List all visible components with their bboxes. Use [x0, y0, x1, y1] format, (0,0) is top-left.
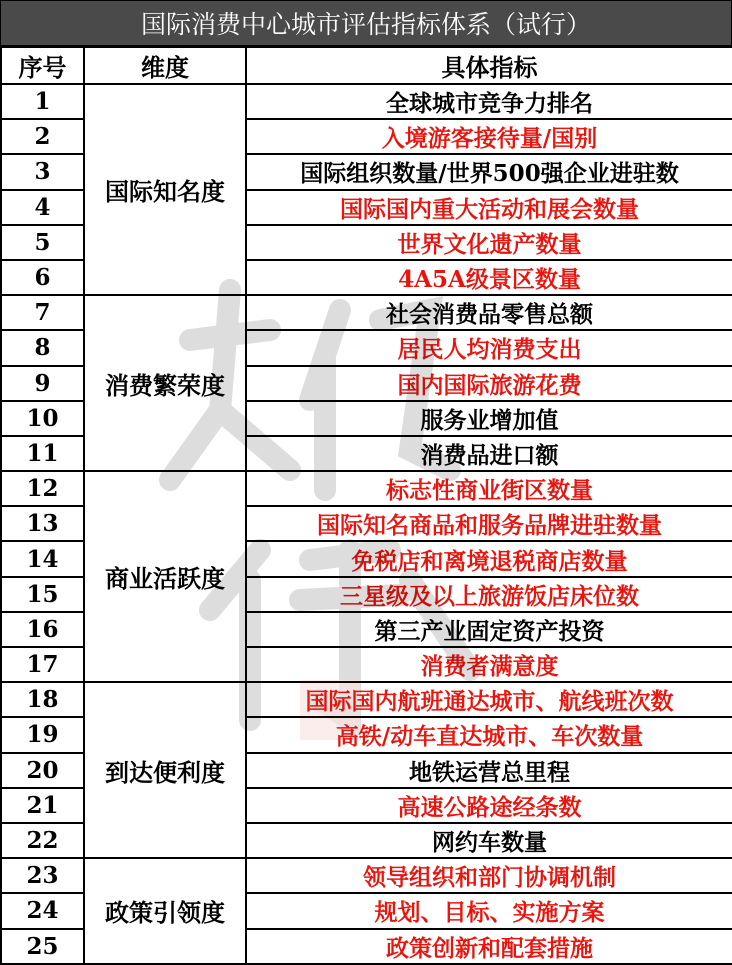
- row-number: 9: [1, 366, 84, 401]
- table-row: [1, 84, 732, 119]
- indicator-cell: 免税店和离境退税商店数量: [246, 541, 732, 576]
- row-number: 15: [1, 577, 84, 612]
- indicator-cell: 三星级及以上旅游饭店床位数: [246, 577, 732, 612]
- dimension-cell: 到达便利度: [84, 682, 246, 858]
- row-number: 8: [1, 330, 84, 365]
- row-number: 12: [1, 471, 84, 506]
- indicator-cell: 政策创新和配套措施: [246, 929, 732, 964]
- indicator-cell: 国际国内航班通达城市、航线班次数: [246, 682, 732, 717]
- indicator-cell: 消费品进口额: [246, 436, 732, 471]
- row-number: 4: [1, 190, 84, 225]
- row-number: 10: [1, 401, 84, 436]
- row-number: 11: [1, 436, 84, 471]
- indicator-cell: 服务业增加值: [246, 401, 732, 436]
- table-row: [1, 682, 732, 717]
- row-number: 1: [1, 84, 84, 119]
- indicator-cell: 标志性商业街区数量: [246, 471, 732, 506]
- row-number: 3: [1, 154, 84, 189]
- indicator-cell: 全球城市竞争力排名: [246, 84, 732, 119]
- indicator-cell: 国际国内重大活动和展会数量: [246, 190, 732, 225]
- row-number: 14: [1, 541, 84, 576]
- row-number: 16: [1, 612, 84, 647]
- row-number: 25: [1, 929, 84, 964]
- table-row: [1, 471, 732, 506]
- table-body: [1, 84, 732, 964]
- header-dimension: 维度: [84, 47, 246, 84]
- row-number: 23: [1, 858, 84, 893]
- dimension-cell: 消费繁荣度: [84, 295, 246, 471]
- dimension-cell: 国际知名度: [84, 84, 246, 295]
- indicator-cell: 入境游客接待量/国别: [246, 119, 732, 154]
- row-number: 5: [1, 225, 84, 260]
- indicator-cell: 领导组织和部门协调机制: [246, 858, 732, 893]
- header-row: [1, 47, 732, 84]
- indicator-cell: 消费者满意度: [246, 647, 732, 682]
- indicator-cell: 国内国际旅游花费: [246, 366, 732, 401]
- header-index: 序号: [1, 47, 84, 84]
- indicator-cell: 地铁运营总里程: [246, 753, 732, 788]
- table-row: [1, 295, 732, 330]
- indicator-cell: 国际知名商品和服务品牌进驻数量: [246, 506, 732, 541]
- dimension-cell: 商业活跃度: [84, 471, 246, 682]
- indicator-cell: 世界文化遗产数量: [246, 225, 732, 260]
- indicator-cell: 高铁/动车直达城市、车次数量: [246, 717, 732, 752]
- indicator-cell: 国际组织数量/世界500强企业进驻数: [246, 154, 732, 189]
- indicator-cell: 高速公路途经条数: [246, 788, 732, 823]
- row-number: 2: [1, 119, 84, 154]
- indicator-cell: 社会消费品零售总额: [246, 295, 732, 330]
- row-number: 7: [1, 295, 84, 330]
- row-number: 21: [1, 788, 84, 823]
- row-number: 24: [1, 893, 84, 928]
- row-number: 6: [1, 260, 84, 295]
- indicator-cell: 网约车数量: [246, 823, 732, 858]
- indicator-cell: 居民人均消费支出: [246, 330, 732, 365]
- header-indicator: 具体指标: [246, 47, 732, 84]
- dimension-cell: 政策引领度: [84, 858, 246, 964]
- row-number: 20: [1, 753, 84, 788]
- row-number: 13: [1, 506, 84, 541]
- table-title: 国际消费中心城市评估指标体系（试行）: [0, 0, 732, 46]
- indicator-table: [0, 46, 732, 965]
- indicator-cell: 第三产业固定资产投资: [246, 612, 732, 647]
- row-number: 17: [1, 647, 84, 682]
- indicator-cell: 规划、目标、实施方案: [246, 893, 732, 928]
- table-row: [1, 858, 732, 893]
- row-number: 19: [1, 717, 84, 752]
- row-number: 22: [1, 823, 84, 858]
- row-number: 18: [1, 682, 84, 717]
- indicator-cell: 4A5A级景区数量: [246, 260, 732, 295]
